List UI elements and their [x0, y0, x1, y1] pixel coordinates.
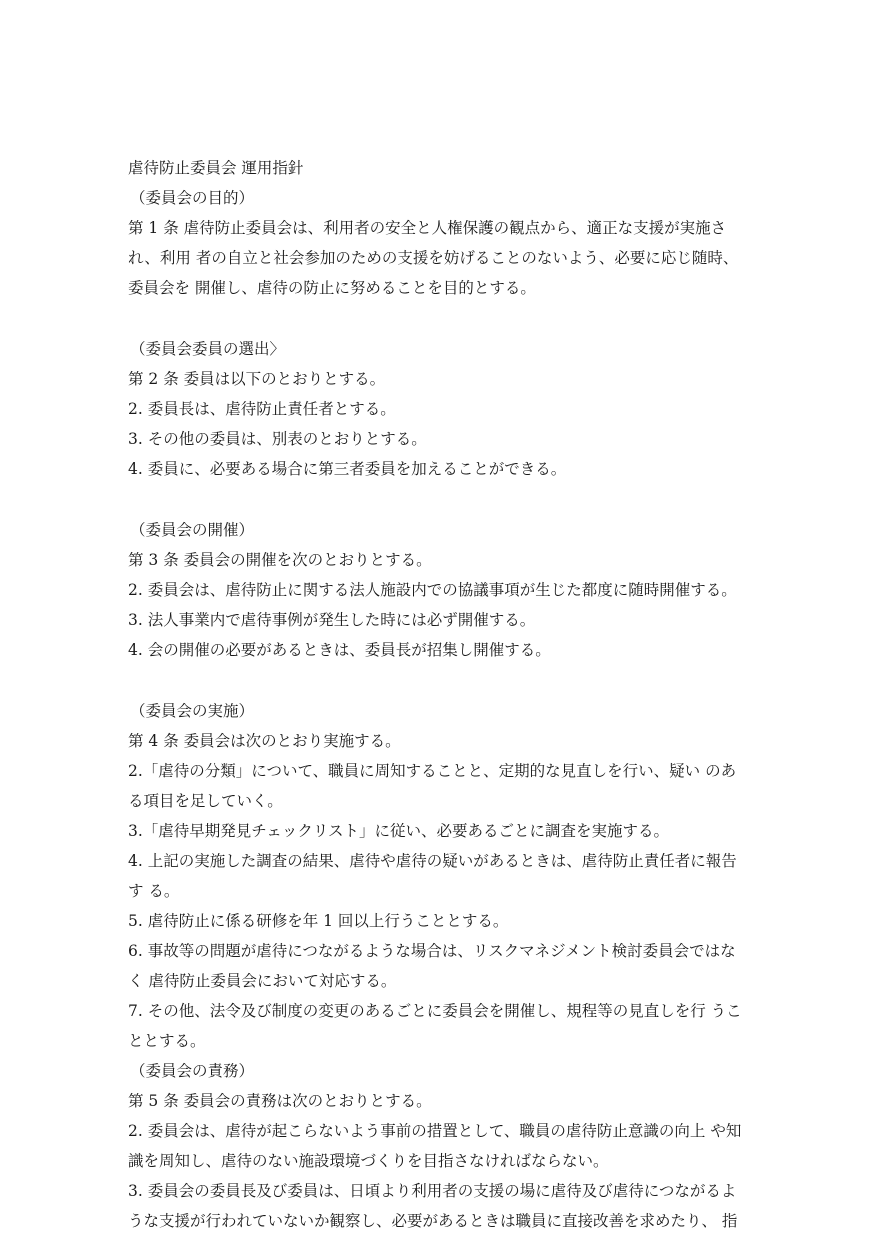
text-line: 3.「虐待早期発見チェックリスト」に従い、必要あるごとに調査を実施する。 — [128, 822, 670, 840]
text-line: 4. 委員に、必要ある場合に第三者委員を加えることができる。 — [128, 460, 567, 478]
document-body — [128, 153, 758, 1236]
text-line: うな支援が行われていないか観察し、必要があるときは職員に直接改善を求めたり、 指 — [128, 1212, 738, 1230]
text-line: す る。 — [128, 882, 180, 900]
text-line: 第 1 条 虐待防止委員会は、利用者の安全と人権保護の観点から、適正な支援が実施さ — [128, 219, 727, 237]
text-line: 2. 委員会は、虐待防止に関する法人施設内での協議事項が生じた都度に随時開催する。 — [128, 581, 737, 599]
section-heading-purpose: （委員会の目的） — [130, 189, 255, 207]
text-line: る項目を足していく。 — [128, 792, 283, 810]
section-heading-members: （委員会委員の選出〉 — [130, 340, 286, 358]
section-heading-responsibilities: （委員会の責務） — [130, 1062, 255, 1080]
text-line: 第 3 条 委員会の開催を次のとおりとする。 — [128, 551, 432, 569]
text-line: 3. 委員会の委員長及び委員は、日頃より利用者の支援の場に虐待及び虐待につながるよ — [128, 1182, 737, 1200]
text-line: 5. 虐待防止に係る研修を年 1 回以上行うこととする。 — [128, 912, 509, 930]
text-line: 第 4 条 委員会は次のとおり実施する。 — [128, 732, 401, 750]
paragraph-gap — [128, 665, 758, 696]
text-line: 第 2 条 委員は以下のとおりとする。 — [128, 370, 386, 388]
text-line: 4. 会の開催の必要があるときは、委員長が招集し開催する。 — [128, 641, 551, 659]
section-heading-implementation: （委員会の実施） — [130, 702, 255, 720]
text-line: 3. その他の委員は、別表のとおりとする。 — [128, 430, 427, 448]
text-line: 7. その他、法令及び制度の変更のあるごとに委員会を開催し、規程等の見直しを行 うこ — [128, 1002, 742, 1020]
text-line: 3. 法人事業内で虐待事例が発生した時には必ず開催する。 — [128, 611, 536, 629]
text-line: 識を周知し、虐待のない施設環境づくりを目指さなければならない。 — [128, 1152, 609, 1170]
text-line: 2.「虐待の分類」について、職員に周知することと、定期的な見直しを行い、疑い のあ — [128, 762, 737, 780]
text-line: 2. 委員長は、虐待防止責任者とする。 — [128, 400, 396, 418]
text-line: 4. 上記の実施した調査の結果、虐待や虐待の疑いがあるときは、虐待防止責任者に報告 — [128, 852, 737, 870]
paragraph-gap — [128, 484, 758, 515]
text-line: 6. 事故等の問題が虐待につながるような場合は、リスクマネジメント検討委員会ではな — [128, 942, 736, 960]
text-line: れ、利用 者の自立と社会参加のための支援を妨げることのないよう、必要に応じ随時、 — [128, 249, 739, 267]
paragraph-gap — [128, 303, 758, 334]
section-heading-meetings: （委員会の開催） — [130, 521, 255, 539]
text-line: 2. 委員会は、虐待が起こらないよう事前の措置として、職員の虐待防止意識の向上 や知 — [128, 1122, 742, 1140]
document-title: 虐待防止委員会 運用指針 — [128, 159, 304, 177]
text-line: く 虐待防止委員会において対応する。 — [128, 972, 397, 990]
text-line: ととする。 — [128, 1032, 206, 1050]
text-line: 第 5 条 委員会の責務は次のとおりとする。 — [128, 1092, 432, 1110]
text-line: 委員会を 開催し、虐待の防止に努めることを目的とする。 — [128, 279, 536, 297]
